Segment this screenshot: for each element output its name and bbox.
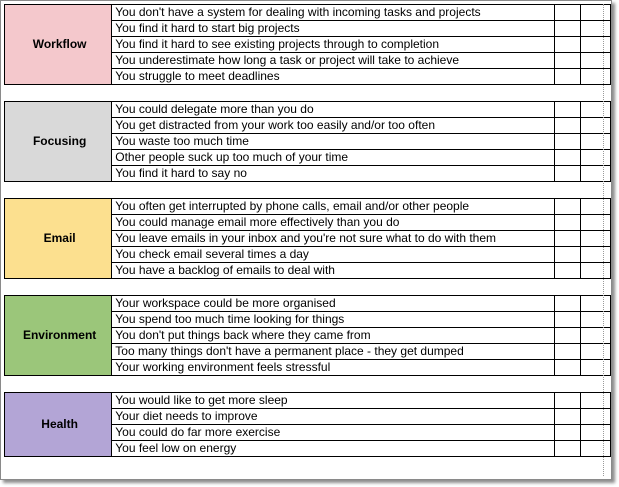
spacer-cell — [555, 376, 581, 393]
spacer-cell — [112, 85, 555, 102]
spacer-cell — [555, 85, 581, 102]
score-cell[interactable] — [580, 393, 610, 409]
answer-cell[interactable] — [555, 409, 581, 425]
score-cell[interactable] — [580, 441, 610, 457]
spacer-cell — [580, 376, 610, 393]
checklist-sheet — [4, 4, 611, 457]
score-cell[interactable] — [580, 37, 610, 53]
spacer-cell — [5, 376, 112, 393]
statement-text: You check email several times a day — [112, 247, 555, 263]
statement-text: You don't have a system for dealing with incoming tasks and projects — [112, 5, 555, 21]
statement-text: You have a backlog of emails to deal with — [112, 263, 555, 279]
category-label-health: Health — [5, 393, 112, 457]
score-cell[interactable] — [580, 231, 610, 247]
answer-cell[interactable] — [555, 263, 581, 279]
statement-text: Too many things don't have a permanent place - they get dumped — [112, 344, 555, 360]
statement-text: You leave emails in your inbox and you're not sure what to do with them — [112, 231, 555, 247]
score-cell[interactable] — [580, 118, 610, 134]
answer-cell[interactable] — [555, 247, 581, 263]
spacer-cell — [555, 279, 581, 296]
answer-cell[interactable] — [555, 312, 581, 328]
answer-cell[interactable] — [555, 215, 581, 231]
score-cell[interactable] — [580, 215, 610, 231]
answer-cell[interactable] — [555, 21, 581, 37]
answer-cell[interactable] — [555, 53, 581, 69]
spacer-cell — [580, 182, 610, 199]
answer-cell[interactable] — [555, 393, 581, 409]
answer-cell[interactable] — [555, 199, 581, 215]
statement-text: You underestimate how long a task or project will take to achieve — [112, 53, 555, 69]
statement-text: Your workspace could be more organised — [112, 296, 555, 312]
section-spacer — [5, 279, 611, 296]
score-cell[interactable] — [580, 360, 610, 376]
spacer-cell — [5, 85, 112, 102]
statement-text: You could do far more exercise — [112, 425, 555, 441]
statement-text: You don't put things back where they came from — [112, 328, 555, 344]
category-label-environment: Environment — [5, 296, 112, 376]
checklist-row — [5, 393, 611, 409]
statement-text: You find it hard to say no — [112, 166, 555, 182]
category-label-workflow: Workflow — [5, 5, 112, 85]
answer-cell[interactable] — [555, 134, 581, 150]
score-cell[interactable] — [580, 312, 610, 328]
score-cell[interactable] — [580, 69, 610, 85]
statement-text: You would like to get more sleep — [112, 393, 555, 409]
answer-cell[interactable] — [555, 166, 581, 182]
score-cell[interactable] — [580, 247, 610, 263]
spacer-cell — [112, 376, 555, 393]
answer-cell[interactable] — [555, 296, 581, 312]
statement-text: Other people suck up too much of your time — [112, 150, 555, 166]
statement-text: You feel low on energy — [112, 441, 555, 457]
checklist-row — [5, 5, 611, 21]
spacer-cell — [5, 279, 112, 296]
score-cell[interactable] — [580, 166, 610, 182]
checklist-table — [4, 4, 611, 457]
checklist-row — [5, 296, 611, 312]
score-cell[interactable] — [580, 53, 610, 69]
statement-text: You find it hard to see existing projects through to completion — [112, 37, 555, 53]
spacer-cell — [580, 85, 610, 102]
score-cell[interactable] — [580, 328, 610, 344]
answer-cell[interactable] — [555, 37, 581, 53]
category-label-focusing: Focusing — [5, 102, 112, 182]
spacer-cell — [112, 279, 555, 296]
statement-text: You often get interrupted by phone calls, email and/or other people — [112, 199, 555, 215]
spacer-cell — [112, 182, 555, 199]
score-cell[interactable] — [580, 134, 610, 150]
checklist-row — [5, 199, 611, 215]
statement-text: You waste too much time — [112, 134, 555, 150]
answer-cell[interactable] — [555, 69, 581, 85]
score-cell[interactable] — [580, 150, 610, 166]
checklist-row — [5, 102, 611, 118]
answer-cell[interactable] — [555, 102, 581, 118]
score-cell[interactable] — [580, 5, 610, 21]
answer-cell[interactable] — [555, 441, 581, 457]
answer-cell[interactable] — [555, 150, 581, 166]
statement-text: You could manage email more effectively than you do — [112, 215, 555, 231]
statement-text: You spend too much time looking for things — [112, 312, 555, 328]
answer-cell[interactable] — [555, 231, 581, 247]
spacer-cell — [555, 182, 581, 199]
score-cell[interactable] — [580, 199, 610, 215]
answer-cell[interactable] — [555, 5, 581, 21]
section-spacer — [5, 85, 611, 102]
answer-cell[interactable] — [555, 344, 581, 360]
section-spacer — [5, 376, 611, 393]
answer-cell[interactable] — [555, 118, 581, 134]
section-spacer — [5, 182, 611, 199]
statement-text: You get distracted from your work too easily and/or too often — [112, 118, 555, 134]
page-break-line — [603, 4, 604, 476]
score-cell[interactable] — [580, 425, 610, 441]
statement-text: You struggle to meet deadlines — [112, 69, 555, 85]
answer-cell[interactable] — [555, 425, 581, 441]
statement-text: Your diet needs to improve — [112, 409, 555, 425]
statement-text: You find it hard to start big projects — [112, 21, 555, 37]
statement-text: You could delegate more than you do — [112, 102, 555, 118]
statement-text: Your working environment feels stressful — [112, 360, 555, 376]
score-cell[interactable] — [580, 296, 610, 312]
answer-cell[interactable] — [555, 328, 581, 344]
score-cell[interactable] — [580, 102, 610, 118]
score-cell[interactable] — [580, 21, 610, 37]
score-cell[interactable] — [580, 344, 610, 360]
score-cell[interactable] — [580, 409, 610, 425]
spacer-cell — [580, 279, 610, 296]
category-label-email: Email — [5, 199, 112, 279]
answer-cell[interactable] — [555, 360, 581, 376]
spacer-cell — [5, 182, 112, 199]
score-cell[interactable] — [580, 263, 610, 279]
